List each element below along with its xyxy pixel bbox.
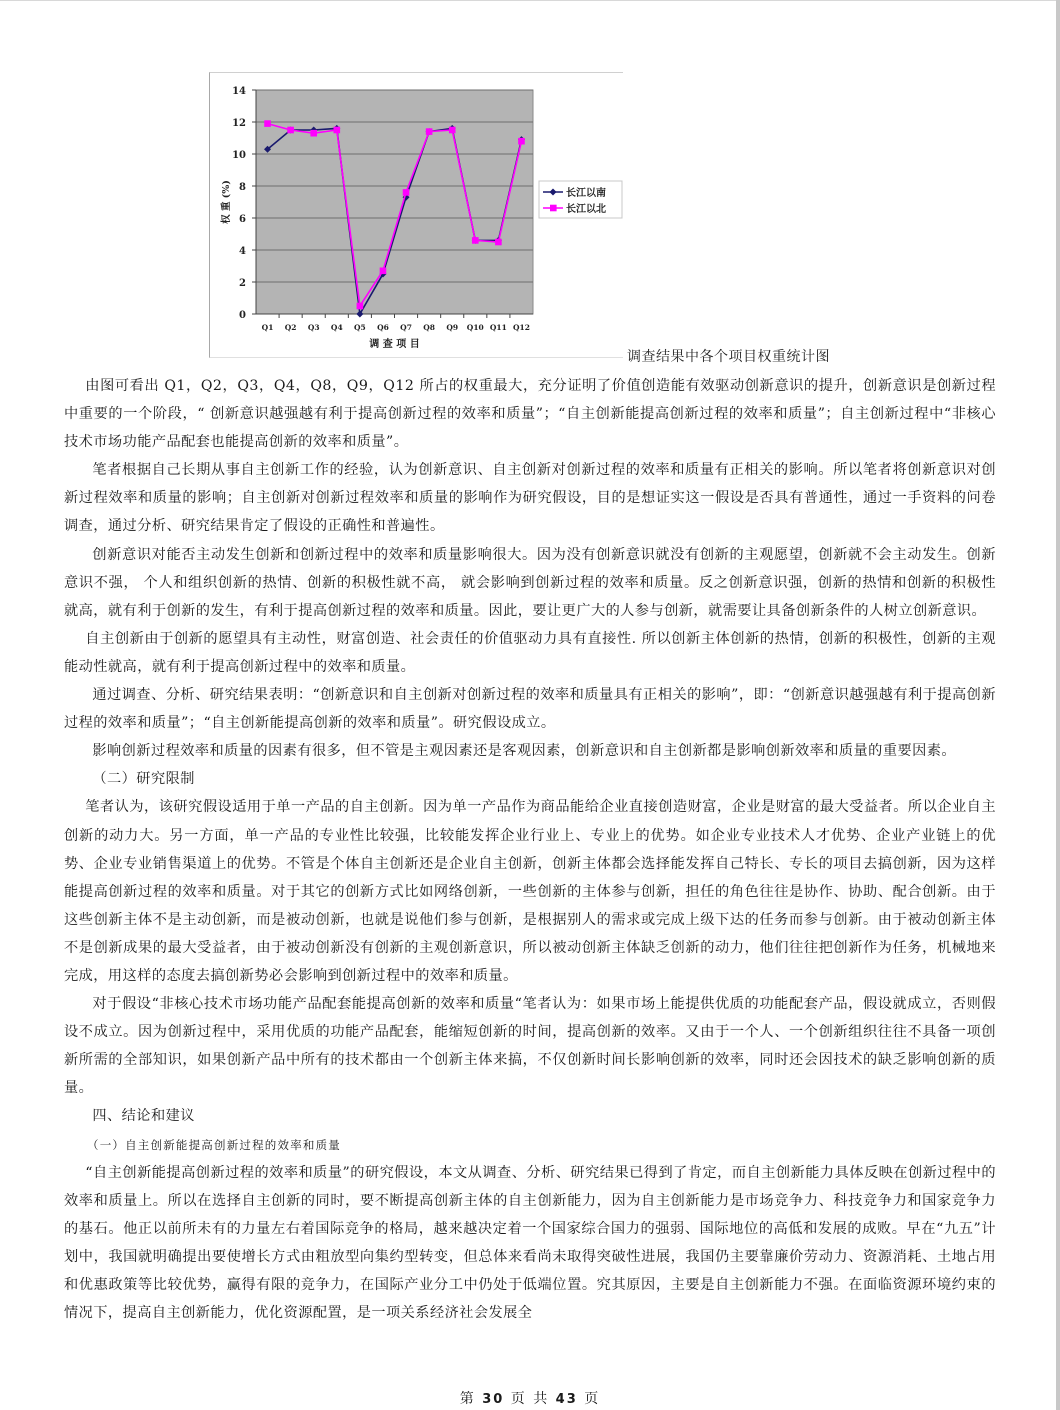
x-tick-label: Q9 [446,323,459,332]
paragraph: 创新意识对能否主动发生创新和创新过程中的效率和质量影响很大。因为没有创新意识就没有创新的主观愿望，创新就不会主动发生。创新意识不强， 个人和组织创新的热情、创新的积极性就不高， 就会影响到创新过程的效率和质量。反之创新意识强，创新的热情和创新的积极性就高，就有利于创新的发生，有利于提高创新过程的效率和质量。因此，要让更广大的人参与创新，就需要让具备创新条件的人树立创新意识。 [64,546,996,619]
page-right-edge [1056,0,1060,1410]
x-tick-label: Q3 [307,323,320,332]
data-point-north [472,237,479,244]
x-tick-label: Q1 [261,323,274,332]
y-tick-label: 0 [239,310,246,321]
paragraph: “自主创新能提高创新过程的效率和质量”的研究假设，本文从调查、分析、研究结果已得到了肯定，而自主创新能力具体反映在创新过程中的效率和质量上。所以在选择自主创新的同时，要不断提高创新主体的自主创新能力，因为自主创新能力是市场竞争力、科技竞争力和国家竞争力的基石。他正以前所未有的力量左右着国际竞争的格局，越来越决定着一个国家综合国力的强弱、国际地位的高低和发展的成败。早在“九五”计划中，我国就明确提出要使增长方式由粗放型向集约型转变，但总体来看尚未取得突破性进展，我国仍主要靠廉价劳动力、资源消耗、土地占用和优惠政策等比较优势，赢得有限的竞争力，在国际产业分工中仍处于低端位置。究其原因，主要是自主创新能力不强。在面临资源环境约束的情况下，提高自主创新能力，优化资源配置，是一项关系经济社会发展全 [64,1164,996,1322]
page-top-edge [0,0,1056,1]
x-tick-label: Q12 [512,323,530,332]
paragraph: 笔者根据自己长期从事自主创新工作的经验，认为创新意识、自主创新对创新过程的效率和质量有正相关的影响。所以笔者将创新意识对创新过程效率和质量的影响；自主创新对创新过程效率和质量的影响作为研究假设，目的是想证实这一假设是否具有普通性，通过一手资料的问卷调查，通过分析、研究结果肯定了假设的正确性和普遍性。 [64,462,996,535]
x-tick-label: Q7 [400,323,412,332]
section-heading: 四、结论和建议 [92,1108,195,1125]
paragraph: 通过调查、分析、研究结果表明：“创新意识和自主创新对创新过程的效率和质量具有正相关的影响”，即：“创新意识越强越有利于提高创新过程的效率和质量”；“自主创新能提高创新的效率和质量”。研究假设成立。 [64,687,996,732]
footer-suffix: 页 [584,1391,601,1407]
legend-marker-square [550,205,557,212]
y-tick-label: 8 [239,182,246,193]
legend-label: 长江以北 [566,204,606,215]
data-point-north [403,189,410,196]
weight-line-chart [209,72,623,358]
x-tick-label: Q6 [377,323,389,332]
data-point-north [287,127,294,134]
x-tick-label: Q5 [353,323,366,332]
legend-label: 长江以南 [566,188,606,199]
y-tick-label: 2 [239,278,246,289]
section-heading: （一）自主创新能提高创新过程的效率和质量 [87,1137,341,1152]
plot-area [256,90,533,314]
data-point-north [449,127,456,134]
x-tick-label: Q4 [330,323,343,332]
x-tick-label: Q2 [284,323,297,332]
footer-prefix: 第 [459,1391,476,1407]
paragraph: 自主创新由于创新的愿望具有主动性，财富创造、社会责任的价值驱动力具有直接性. 所以创新主体创新的热情，创新的积极性，创新的主观能动性就高，就有利于提高创新过程中的效率和质量。 [64,630,996,675]
figure-caption: 调查结果中各个项目权重统计图 [627,349,830,365]
data-point-north [264,120,271,127]
chart-svg [210,73,623,357]
y-tick-label: 6 [239,214,246,225]
data-point-north [380,268,387,275]
paragraph: 影响创新过程效率和质量的因素有很多，但不管是主观因素还是客观因素，创新意识和自主创新都是影响创新效率和质量的重要因素。 [92,743,957,760]
y-axis-title: 权 重 (%) [221,180,232,224]
x-tick-label: Q11 [489,323,507,332]
footer-page-number: 30 [482,1392,505,1407]
x-tick-label: Q8 [423,323,436,332]
paragraph: 由图可看出 Q1，Q2，Q3，Q4，Q8，Q9，Q12 所占的权重最大，充分证明了价值创造能有效驱动创新意识的提升，创新意识是创新过程中重要的一个阶段，“ 创新意识越强越有利于提高创新过程的效率和质量”；“自主创新能提高创新过程的效率和质量”；自主创新过程中“非核心技术市场功能产品配套也能提高创新的效率和质量”。 [64,378,996,451]
document-body [64,372,996,1327]
data-point-north [357,303,364,310]
section-heading: （二）研究限制 [92,771,195,788]
x-axis-title: 调 查 项 目 [369,339,420,350]
footer-mid: 页 共 [510,1391,550,1407]
data-point-north [426,128,433,135]
data-point-north [495,239,502,246]
y-tick-label: 12 [232,118,246,129]
data-point-north [310,130,317,137]
y-tick-label: 14 [232,86,246,97]
footer-total-pages: 43 [555,1392,578,1407]
data-point-north [518,138,525,145]
paragraph: 对于假设“非核心技术市场功能产品配套能提高创新的效率和质量“笔者认为：如果市场上能提供优质的功能配套产品，假设就成立，否则假设不成立。因为创新过程中，采用优质的功能产品配套，能缩短创新的时间，提高创新的效率。又由于一个人、一个创新组织往往不具备一项创新所需的全部知识，如果创新产品中所有的技术都由一个创新主体来搞，不仅创新时间长影响创新的效率，同时还会因技术的缺乏影响创新的质量。 [64,996,996,1097]
y-tick-label: 4 [239,246,246,257]
paragraph: 笔者认为，该研究假设适用于单一产品的自主创新。因为单一产品作为商品能给企业直接创造财富，企业是财富的最大受益者。所以企业自主创新的动力大。另一方面，单一产品的专业性比较强，比较能发挥企业行业上、专业上的优势。如企业专业技术人才优势、企业产业链上的优势、企业专业销售渠道上的优势。不管是个体自主创新还是企业自主创新，创新主体都会选择能发挥自己特长、专长的项目去搞创新，因为这样能提高创新过程的效率和质量。对于其它的创新方式比如网络创新，一些创新的主体参与创新，担任的角色往往是协作、协助、配合创新。由于这些创新主体不是主动创新，而是被动创新，也就是说他们参与创新，是根据别人的需求或完成上级下达的任务而参与创新。由于被动创新主体不是创新成果的最大受益者，由于被动创新没有创新的主观创新意识，所以被动创新主体缺乏创新的动力，他们往往把创新作为任务，机械地来完成，用这样的态度去搞创新势必会影响到创新过程中的效率和质量。 [64,799,996,984]
data-point-north [333,127,340,134]
y-tick-label: 10 [232,150,246,161]
page-footer [0,1388,1060,1408]
x-tick-label: Q10 [466,323,484,332]
